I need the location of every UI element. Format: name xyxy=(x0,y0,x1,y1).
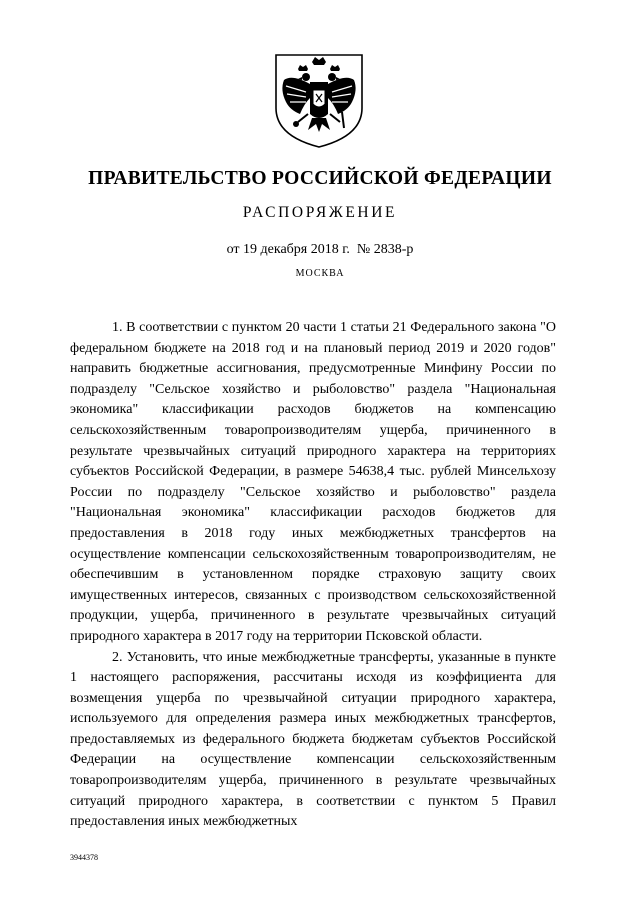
paragraph-2: 2. Установить, что иные межбюджетные трансферты, указанные в пункте 1 настоящего распоряжения, рассчитаны исходя из коэффициента для возмещения ущерба по чрезвычайной ситуации природного характера, используемого для определения размера иных межбюджетных трансфертов, предоставляемых из федерального бюджета бюджетам субъектов Российской Федерации на осуществление компенсации сельскохозяйственным товаропроизводителям ущерба, причиненного в результате чрезвычайных ситуаций природного характера, в соответствии с пунктом 5 Правил предоставления иных межбюджетных xyxy=(70,649,556,830)
paragraph-1: 1. В соответствии с пунктом 20 части 1 статьи 21 Федерального закона "О федеральном бюджете на 2018 год и на плановый период 2019 и 2020 годов" направить бюджетные ассигнования, предусмотренные Минфину России по подразделу "Сельское хозяйство и рыболовство" раздела "Национальная экономика" классификации расходов бюджетов на компенсацию сельскохозяйственным товаропроизводителям ущерба, причиненного в результате чрезвычайных ситуаций природного характера на территориях субъектов Российской Федерации, в размере 54638,4 тыс. рублей Минсельхозу России по подразделу "Сельское хозяйство и рыболовство" раздела "Национальная экономика" классификации расходов бюджетов для предоставления в 2018 году иных межбюджетных трансфертов на осуществление компенсации сельскохозяйственным товаропроизводителям, не обеспечившим в установленном порядке страховую защиту своих имущественных интересов, связанных с производством сельскохозяйственной продукции, ущерба, причиненного в результате чрезвычайных ситуаций природного характера в 2017 году на территории Псковской области. xyxy=(70,320,556,644)
coat-of-arms-icon xyxy=(272,52,366,150)
city: МОСКВА xyxy=(295,268,345,279)
document-number: № 2838-р xyxy=(356,242,414,257)
document-code: 3944378 xyxy=(70,853,98,862)
issuer-title: ПРАВИТЕЛЬСТВО РОССИЙСКОЙ ФЕДЕРАЦИИ xyxy=(88,168,552,189)
document-date: от 19 декабря 2018 г. xyxy=(226,242,350,257)
date-line xyxy=(0,242,640,258)
document-body xyxy=(70,318,556,833)
document-type: РАСПОРЯЖЕНИЕ xyxy=(242,204,398,221)
